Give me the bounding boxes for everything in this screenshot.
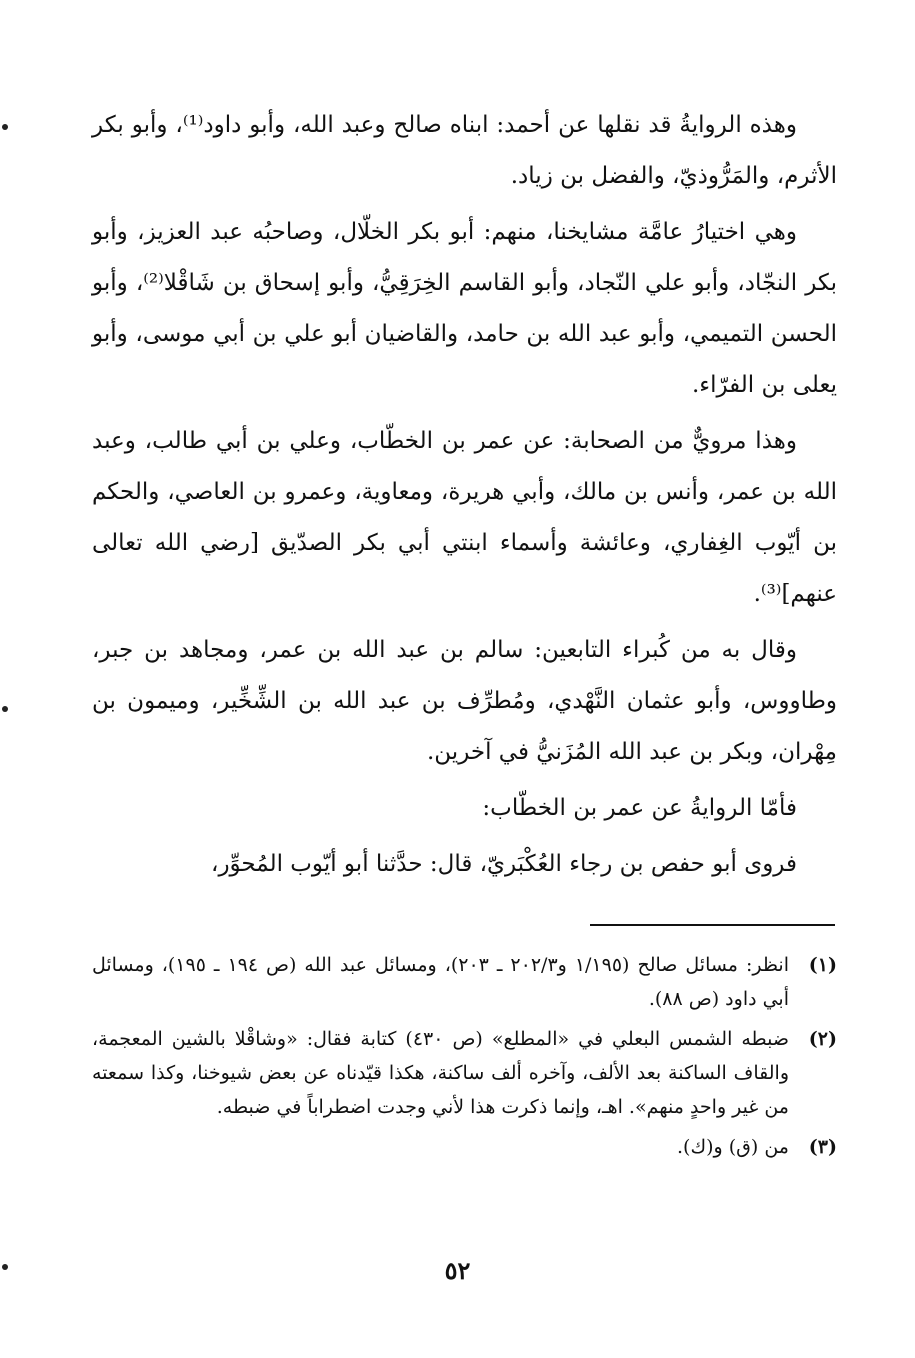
- footnote-separator: [590, 924, 835, 926]
- paragraph-4: وقال به من كُبراء التابعين: سالم بن عبد الله بن عمر، ومجاهد بن جبر، وطاووس، وأبو عثمان النَّهْدي، ومُطرِّف بن عبد الله بن الشِّخِّير، وميمون بن مِهْران، وبكر بن عبد الله المُزَنيُّ في آخرين.: [92, 637, 837, 765]
- main-text: [92, 100, 837, 895]
- footnote-number: (١): [808, 954, 837, 976]
- margin-dot-middle: [2, 706, 8, 712]
- footnote-text: ضبطه الشمس البعلي في «المطلع» (ص ٤٣٠) كتابة فقال: «وشاقْلا بالشين المعجمة، والقاف الساكنة بعد الألف، وآخره ألف ساكنة، هكذا قيّدناه عن بعض شيوخنا، وكذا سمعته من غير واحدٍ منهم». اهـ، وإنما ذكرت هذا لأني وجدت اضطراباً في ضبطه.: [92, 1028, 789, 1118]
- paragraph-5: فأمّا الروايةُ عن عمر بن الخطّاب:: [482, 795, 797, 821]
- paragraph-1: وهذه الروايةُ قد نقلها عن أحمد: ابناه صالح وعبد الله، وأبو داود⁽¹⁾، وأبو بكر الأثرم، والمَرُّوذيّ، والفضل بن زياد.: [92, 112, 837, 189]
- footnote-number: (٣): [808, 1136, 837, 1158]
- paragraph-2: وهي اختيارُ عامَّة مشايخنا، منهم: أبو بكر الخلّال، وصاحبُه عبد العزيز، وأبو بكر النجّاد، وأبو علي النّجاد، وأبو القاسم الخِرَقِيُّ، وأبو إسحاق بن شَاقْلا⁽²⁾، وأبو الحسن التميمي، وأبو عبد الله بن حامد، والقاضيان أبو علي بن أبي موسى، وأبو يعلى بن الفرّاء.: [92, 219, 838, 398]
- footnote-text: من (ق) و(ك).: [677, 1136, 789, 1158]
- footnote-text: انظر: مسائل صالح (١/١٩٥ و٢٠٢/٣ ـ ٢٠٣)، ومسائل عبد الله (ص ١٩٤ ـ ١٩٥)، ومسائل أبي داود (ص ٨٨).: [92, 954, 790, 1010]
- margin-dot-top: [2, 124, 8, 130]
- footnotes: [92, 948, 837, 1170]
- footnote-2: [92, 1022, 837, 1124]
- paragraph-6: فروى أبو حفص بن رجاء العُكْبَريّ، قال: حدَّثنا أبو أيّوب المُحوِّر،: [211, 851, 797, 877]
- footnote-3: [92, 1130, 837, 1164]
- page-number: ٥٢: [444, 1256, 471, 1285]
- footnote-number: (٢): [808, 1028, 837, 1050]
- paragraph-3: وهذا مرويٌّ من الصحابة: عن عمر بن الخطّاب، وعلي بن أبي طالب، وعبد الله بن عمر، وأنس بن مالك، وأبي هريرة، ومعاوية، وعمرو بن العاصي، والحكم بن أيّوب الغِفاري، وعائشة وأسماء ابنتي أبي بكر الصدّيق [رضي الله تعالى عنهم]⁽³⁾.: [92, 428, 837, 607]
- footnote-1: [92, 948, 837, 1016]
